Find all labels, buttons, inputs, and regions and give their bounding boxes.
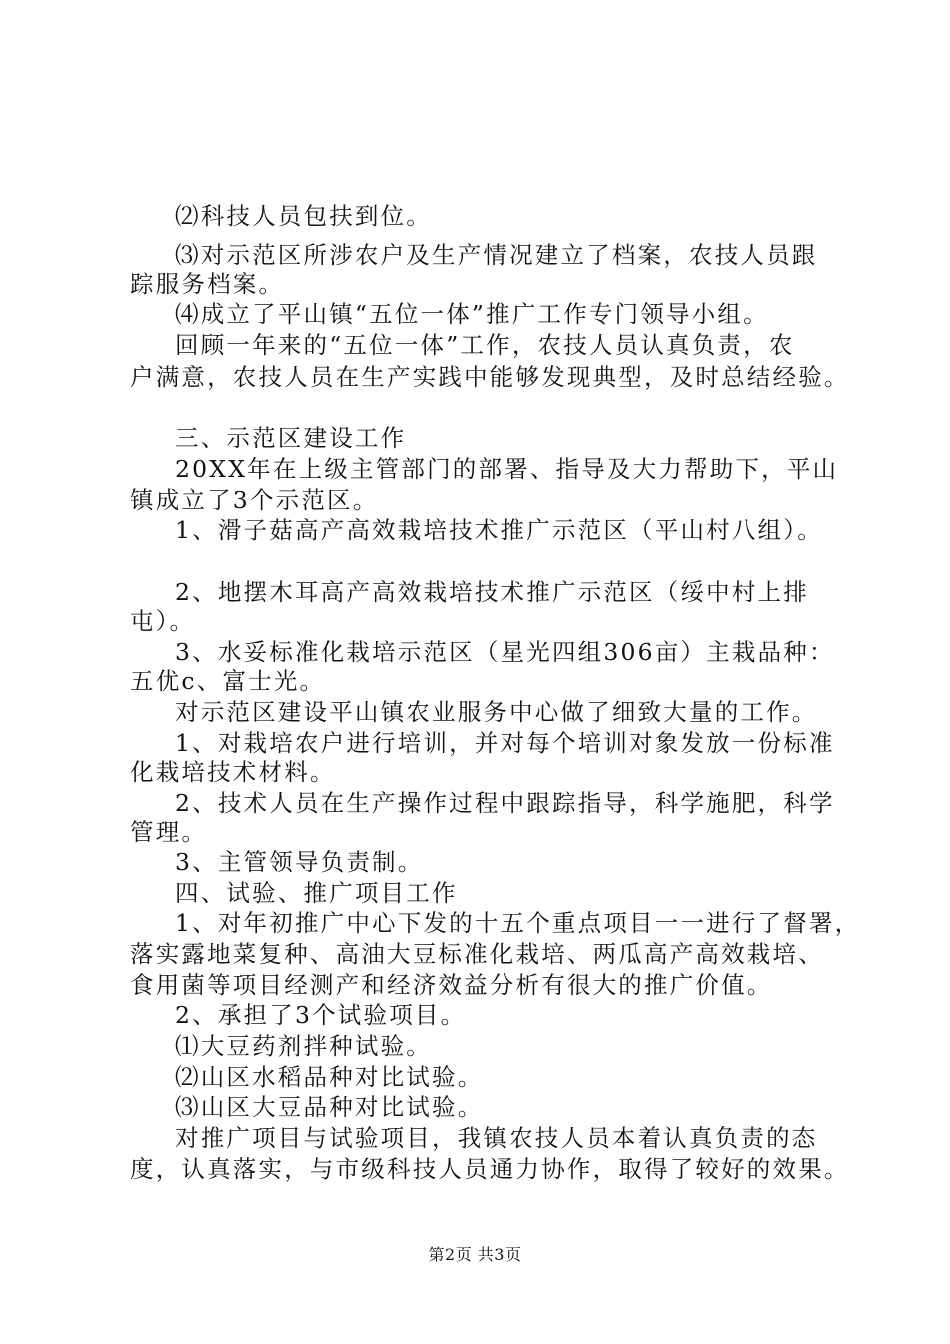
paragraph-line: 1、对栽培农户进行培训，并对每个培训对象发放一份标准 [175,729,835,757]
paragraph-line: ⑵山区水稻品种对比试验。 [175,1063,484,1091]
paragraph-line: 镇成立了3个示范区。 [130,486,379,514]
paragraph-line: 五优c、富士光。 [130,667,326,695]
paragraph-line: 回顾一年来的“五位一体”工作，农技人员认真负责，农 [175,331,795,359]
section-heading: 三、示范区建设工作 [175,424,407,452]
paragraph-line: ⑶山区大豆品种对比试验。 [175,1093,484,1121]
paragraph-line: 落实露地菜复种、高油大豆标准化栽培、两瓜高产高效栽培、 [130,940,824,968]
paragraph-line: 2、地摆木耳高产高效栽培技术推广示范区（绥中村上排 [175,578,809,606]
paragraph-line: 20XX年在上级主管部门的部署、指导及大力帮助下，平山 [175,455,839,483]
paragraph-line: ⑴大豆药剂拌种试验。 [175,1032,432,1060]
section-heading: 四、试验、推广项目工作 [175,879,458,907]
paragraph-line: 对推广项目与试验项目，我镇农技人员本着认真负责的态 [175,1124,818,1152]
paragraph-line: 3、水妥标准化栽培示范区（星光四组306亩）主栽品种： [175,638,835,666]
paragraph-line: 化栽培技术材料。 [130,758,336,786]
paragraph-line: 1、对年初推广中心下发的十五个重点项目一一进行了督署， [175,909,861,937]
paragraph-line: 踪服务档案。 [130,270,285,298]
paragraph-line: 2、承担了3个试验项目。 [175,1001,467,1029]
page-footer: 第2页 共3页 [428,1245,522,1264]
paragraph-line: 食用菌等项目经测产和经济效益分析有很大的推广价值。 [130,971,773,999]
paragraph-line: ⑷成立了平山镇“五位一体”推广工作专门领导小组。 [175,300,769,328]
paragraph-line: 度，认真落实，与市级科技人员通力协作，取得了较好的效果。 [130,1155,850,1183]
paragraph-line: 屯）。 [130,607,196,635]
paragraph-line: ⑵科技人员包扶到位。 [175,202,432,230]
paragraph-line: 2、技术人员在生产操作过程中跟踪指导，科学施肥，科学 [175,789,835,817]
paragraph-line: 1、滑子菇高产高效栽培技术推广示范区（平山村八组）。 [175,516,823,544]
paragraph-line: 管理。 [130,818,208,846]
paragraph-line: ⑶对示范区所涉农户及生产情况建立了档案，农技人员跟 [175,241,818,269]
paragraph-line: 户满意，农技人员在生产实践中能够发现典型，及时总结经验。 [130,363,850,391]
paragraph-line: 对示范区建设平山镇农业服务中心做了细致大量的工作。 [175,698,818,726]
paragraph-line: 3、主管领导负责制。 [175,848,424,876]
